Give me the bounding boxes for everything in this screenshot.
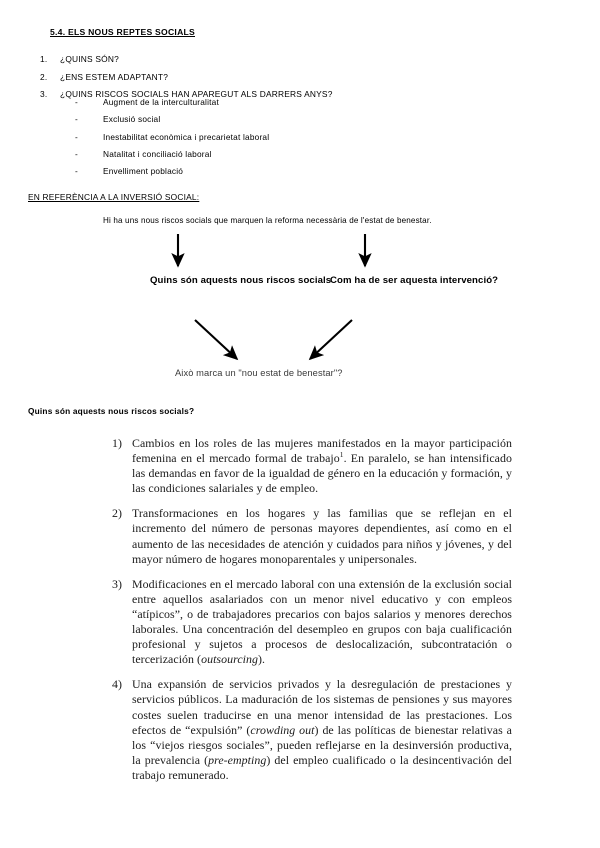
list-item	[75, 150, 495, 159]
diagram-bottom-text: Això marca un "nou estat de benestar"?	[175, 368, 343, 378]
intro-paragraph: Hi ha uns nous riscos socials que marquen la reforma necessària de l'estat de benestar.	[103, 216, 432, 225]
dash-bullet-list	[75, 98, 495, 185]
question-heading: Quins són aquests nous riscos socials?	[28, 406, 195, 416]
paragraph-text: Modificaciones en el mercado laboral con una extensión de la exclusión social entre aquellos asalariados con un menor nivel educativo y con empleos “atípicos”, o de trabajadores precarios con bajos salarios y menores derechos laborales. Una concentración del desempleo en grupos con baja cualificación profesional y sujetos a procesos de deslocalización, subcontratación o tercerización (outsourcing).	[132, 576, 512, 667]
list-item	[75, 167, 495, 176]
dash-marker: -	[75, 97, 78, 107]
list-item-label: Envelliment població	[103, 166, 184, 177]
paragraph-text: Una expansión de servicios privados y la desregulación de prestaciones y servicios públicos. La maduración de los sistemas de pensiones y sus mayores costes suelen traducirse en una menor intensidad de las prestaciones. Los efectos de “expulsión” (crowding out) de las políticas de bienestar relativas a los “viejos riesgos sociales”, pueden reflejarse en la desinversión productiva, la prevalencia (pre-empting) del empleo cualificado o la desincentivación del trabajo remunerado.	[132, 677, 512, 782]
arrow-diagonal-right	[310, 320, 352, 359]
dash-marker: -	[75, 114, 78, 125]
list-item	[40, 73, 460, 82]
list-item-label: ¿QUINS SÓN?	[60, 54, 119, 64]
list-marker: 1.	[40, 54, 48, 64]
page-title: 5.4. ELS NOUS REPTES SOCIALS	[50, 27, 196, 37]
arrow-diagonal-left	[195, 320, 237, 359]
dash-marker: -	[75, 148, 78, 159]
paragraph-marker: 1)	[112, 436, 123, 450]
list-marker: 2.	[40, 71, 48, 82]
paragraph-marker: 4)	[112, 677, 123, 692]
excerpt-paragraph	[112, 436, 512, 496]
paragraph-text: Cambios en los roles de las mujeres manifestados en la mayor participación femenina en el mercado formal de trabajo$^1$. En paralelo, se han intensificado las demandas en favor de la igualdad de género en la educación y formación, y las condiciones salariales y de empleo.	[132, 436, 512, 496]
dash-marker: -	[75, 166, 78, 177]
list-marker: 3.	[40, 89, 48, 100]
section-heading: EN REFERÈNCIA A LA INVERSIÓ SOCIAL:	[28, 192, 200, 202]
paragraph-marker: 2)	[112, 506, 123, 521]
list-item-label: Inestabilitat econòmica i precarietat laboral	[103, 131, 270, 142]
list-item	[75, 133, 495, 142]
list-item-label: ¿ENS ESTEM ADAPTANT?	[60, 71, 169, 82]
flow-diagram	[0, 232, 600, 392]
list-item-label: Natalitat i conciliació laboral	[103, 148, 212, 159]
diagram-label-left: Quins són aquests nous riscos socials	[150, 275, 332, 286]
paragraph-marker: 3)	[112, 576, 123, 591]
list-item	[40, 55, 460, 64]
diagram-label-right: Com ha de ser aquesta intervenció?	[330, 275, 499, 286]
paragraph-text: Transformaciones en los hogares y las familias que se reflejan en el incremento del número de personas mayores dependientes, así como en el aumento de las necesidades de atención y cuidados para niños y jóvenes, y del mayor número de hogares monoparentales y unipersonales.	[132, 506, 512, 566]
excerpt-paragraph	[112, 506, 512, 566]
list-item-label: Exclusió social	[103, 114, 161, 125]
list-item	[75, 98, 495, 107]
excerpt-paragraph	[112, 577, 512, 668]
dash-marker: -	[75, 131, 78, 142]
list-item	[75, 115, 495, 124]
excerpt-body	[112, 436, 512, 793]
excerpt-paragraph	[112, 677, 512, 783]
list-item-label: Augment de la interculturalitat	[103, 97, 219, 107]
list-item-label: ¿QUINS RISCOS SOCIALS HAN APAREGUT ALS DARRERS ANYS?	[60, 89, 333, 100]
